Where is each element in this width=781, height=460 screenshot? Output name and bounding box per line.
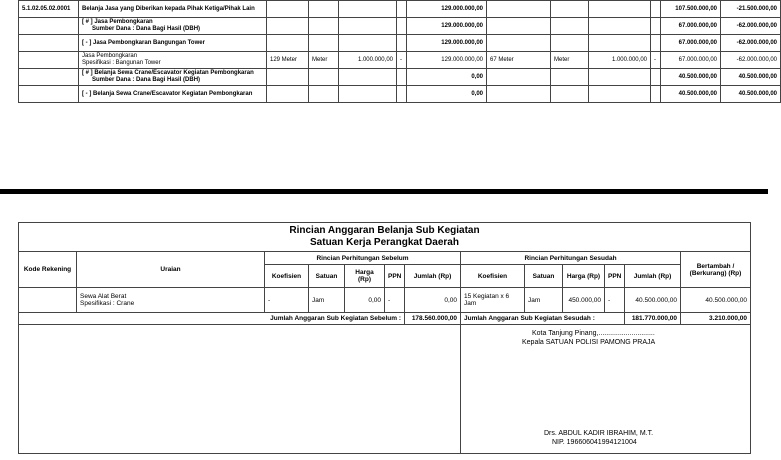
row-uraian-sub: Sumber Dana : Dana Bagi Hasil (DBH) xyxy=(92,77,201,83)
row-harga1: 1.000.000,00 xyxy=(339,52,397,69)
header-ppn-2: PPN xyxy=(605,265,625,288)
row-jml1: 0,00 xyxy=(407,69,487,86)
row-ppn2 xyxy=(651,1,661,18)
row-bertambah: -21.500.000,00 xyxy=(721,1,781,18)
header-koef-2: Koefisien xyxy=(461,265,525,288)
row-uraian-line: [ # ] Belanja Sewa Crane/Escavator Kegiatan Pembongkaran xyxy=(82,70,254,76)
row-sat1 xyxy=(309,69,339,86)
total-bertambah-value: 3.210.000,00 xyxy=(681,313,751,325)
row-ppn2 xyxy=(651,86,661,103)
row-kv1 xyxy=(267,18,309,35)
row-kode xyxy=(19,52,79,69)
row-bertambah: 40.500.000,00 xyxy=(721,69,781,86)
row-ppn1 xyxy=(397,18,407,35)
signature-block xyxy=(461,325,751,454)
row-uraian-line: Jasa Pembongkaran xyxy=(82,53,138,59)
total-sebelum-label: Jumlah Anggaran Sub Kegiatan Sebelum : xyxy=(19,313,405,325)
row-jml2: 107.500.000,00 xyxy=(661,1,721,18)
totals-row xyxy=(19,313,751,325)
row-kv1 xyxy=(267,69,309,86)
signature-row xyxy=(19,325,751,454)
title-line-2: Satuan Kerja Perangkat Daerah xyxy=(310,237,459,248)
row-kv2 xyxy=(487,35,551,52)
header-sebelum: Rincian Perhitungan Sebelum xyxy=(265,252,461,265)
row-sat1 xyxy=(309,86,339,103)
rincian-anggaran-table xyxy=(18,222,751,454)
row-uraian xyxy=(79,1,267,18)
row-kv1 xyxy=(267,1,309,18)
row-kv1 xyxy=(267,35,309,52)
row-uraian-line: Belanja Jasa yang Diberikan kepada Pihak Ketiga/Pihak Lain xyxy=(82,5,255,12)
row-harga1 xyxy=(339,86,397,103)
row-jml1: 129.000.000,00 xyxy=(407,1,487,18)
row-ppn2 xyxy=(651,18,661,35)
row-uraian xyxy=(79,52,267,69)
total-sesudah-value: 181.770.000,00 xyxy=(625,313,681,325)
row-kode xyxy=(19,69,79,86)
row-harga2 xyxy=(589,18,651,35)
row-jml2: 40.500.000,00 xyxy=(661,86,721,103)
signature-city: Kota Tanjung Pinang,............................. xyxy=(532,330,655,337)
row-ppn2 xyxy=(651,69,661,86)
total-sebelum-value: 178.560.000,00 xyxy=(405,313,461,325)
row-bertambah: -62.000.000,00 xyxy=(721,52,781,69)
header-bertambah: Bertambah / (Berkurang) (Rp) xyxy=(681,252,751,288)
row-uraian-sub: Spesifikasi : Bangunan Tower xyxy=(82,60,161,66)
row-sat1: Meter xyxy=(309,52,339,69)
item-koef-2: 15 Kegiatan x 6 Jam xyxy=(461,288,525,313)
row-uraian-line: [ # ] Jasa Pembongkaran xyxy=(82,19,153,25)
row-uraian-sub: Sumber Dana : Dana Bagi Hasil (DBH) xyxy=(92,26,201,32)
item-jumlah-1: 0,00 xyxy=(405,288,461,313)
row-sat2 xyxy=(551,86,589,103)
row-jml1: 129.000.000,00 xyxy=(407,52,487,69)
row-jml1: 0,00 xyxy=(407,86,487,103)
row-harga1 xyxy=(339,18,397,35)
row-jml2: 67.000.000,00 xyxy=(661,35,721,52)
section-divider xyxy=(0,189,768,194)
row-jml2: 67.000.000,00 xyxy=(661,18,721,35)
row-kv2: 67 Meter xyxy=(487,52,551,69)
header-satuan-1: Satuan xyxy=(309,265,345,288)
row-ppn1: - xyxy=(397,52,407,69)
signature-position: Kepala SATUAN POLISI PAMONG PRAJA xyxy=(522,339,656,346)
item-satuan-1: Jam xyxy=(309,288,345,313)
row-uraian xyxy=(79,69,267,86)
row-sat1 xyxy=(309,35,339,52)
header-ppn-1: PPN xyxy=(385,265,405,288)
table-row xyxy=(19,69,781,86)
row-bertambah: -62.000.000,00 xyxy=(721,35,781,52)
item-ppn-2: - xyxy=(605,288,625,313)
row-ppn1 xyxy=(397,1,407,18)
row-kv2 xyxy=(487,86,551,103)
row-jml1: 129.000.000,00 xyxy=(407,18,487,35)
row-sat1 xyxy=(309,18,339,35)
row-uraian-line: [ - ] Jasa Pembongkaran Bangungan Tower xyxy=(82,39,205,46)
item-spesifikasi: Spesifikasi : Crane xyxy=(80,300,135,307)
row-sat2 xyxy=(551,35,589,52)
item-koef-1: - xyxy=(265,288,309,313)
row-sat2 xyxy=(551,69,589,86)
row-kode xyxy=(19,18,79,35)
row-harga2 xyxy=(589,86,651,103)
table-title xyxy=(19,223,751,252)
row-sat2: Meter xyxy=(551,52,589,69)
table-row xyxy=(19,18,781,35)
row-ppn1 xyxy=(397,86,407,103)
total-sesudah-label: Jumlah Anggaran Sub Kegiatan Sesudah : xyxy=(461,313,625,325)
row-uraian-line: [ - ] Belanja Sewa Crane/Escavator Kegiatan Pembongkaran xyxy=(82,90,253,97)
row-uraian xyxy=(79,18,267,35)
item-ppn-1: - xyxy=(385,288,405,313)
row-sat2 xyxy=(551,18,589,35)
item-uraian: Sewa Alat Berat xyxy=(80,293,127,300)
row-ppn1 xyxy=(397,69,407,86)
header-uraian: Uraian xyxy=(77,252,265,288)
row-kv1 xyxy=(267,86,309,103)
row-bertambah: 40.500.000,00 xyxy=(721,86,781,103)
row-jml2: 40.500.000,00 xyxy=(661,69,721,86)
row-ppn2: - xyxy=(651,52,661,69)
item-harga-1: 0,00 xyxy=(345,288,385,313)
table-row xyxy=(19,52,781,69)
row-jml2: 67.000.000,00 xyxy=(661,52,721,69)
header-kode: Kode Rekening xyxy=(19,252,77,288)
row-harga2 xyxy=(589,35,651,52)
item-satuan-2: Jam xyxy=(525,288,563,313)
item-bertambah: 40.500.000,00 xyxy=(681,288,751,313)
table-row xyxy=(19,35,781,52)
title-line-1: Rincian Anggaran Belanja Sub Kegiatan xyxy=(289,225,480,236)
item-harga-2: 450.000,00 xyxy=(563,288,605,313)
row-kv2 xyxy=(487,1,551,18)
row-ppn1 xyxy=(397,35,407,52)
header-jumlah-1: Jumlah (Rp) xyxy=(405,265,461,288)
row-bertambah: -62.000.000,00 xyxy=(721,18,781,35)
header-harga-1: Harga (Rp) xyxy=(345,265,385,288)
row-harga1 xyxy=(339,35,397,52)
row-uraian xyxy=(79,35,267,52)
header-satuan-2: Satuan xyxy=(525,265,563,288)
row-kode: 5.1.02.05.02.0001 xyxy=(19,1,79,18)
row-kv1: 129 Meter xyxy=(267,52,309,69)
signature-name: Drs. ABDUL KADIR IBRAHIM, M.T. xyxy=(544,430,654,437)
row-harga2: 1.000.000,00 xyxy=(589,52,651,69)
row-jml1: 129.000.000,00 xyxy=(407,35,487,52)
top-budget-table xyxy=(18,0,781,103)
header-harga-2: Harga (Rp) xyxy=(563,265,605,288)
row-uraian xyxy=(79,86,267,103)
row-sat2 xyxy=(551,1,589,18)
signature-nip: NIP. 196606041994121004 xyxy=(552,439,637,446)
row-kv2 xyxy=(487,18,551,35)
row-ppn2 xyxy=(651,35,661,52)
row-sat1 xyxy=(309,1,339,18)
item-jumlah-2: 40.500.000,00 xyxy=(625,288,681,313)
row-kv2 xyxy=(487,69,551,86)
header-koef-1: Koefisien xyxy=(265,265,309,288)
table-row xyxy=(19,86,781,103)
row-harga2 xyxy=(589,69,651,86)
table-row xyxy=(19,1,781,18)
row-harga1 xyxy=(339,69,397,86)
row-harga2 xyxy=(589,1,651,18)
header-jumlah-2: Jumlah (Rp) xyxy=(625,265,681,288)
row-harga1 xyxy=(339,1,397,18)
header-sesudah: Rincian Perhitungan Sesudah xyxy=(461,252,681,265)
row-kode xyxy=(19,86,79,103)
row-kode xyxy=(19,35,79,52)
table-row xyxy=(19,288,751,313)
